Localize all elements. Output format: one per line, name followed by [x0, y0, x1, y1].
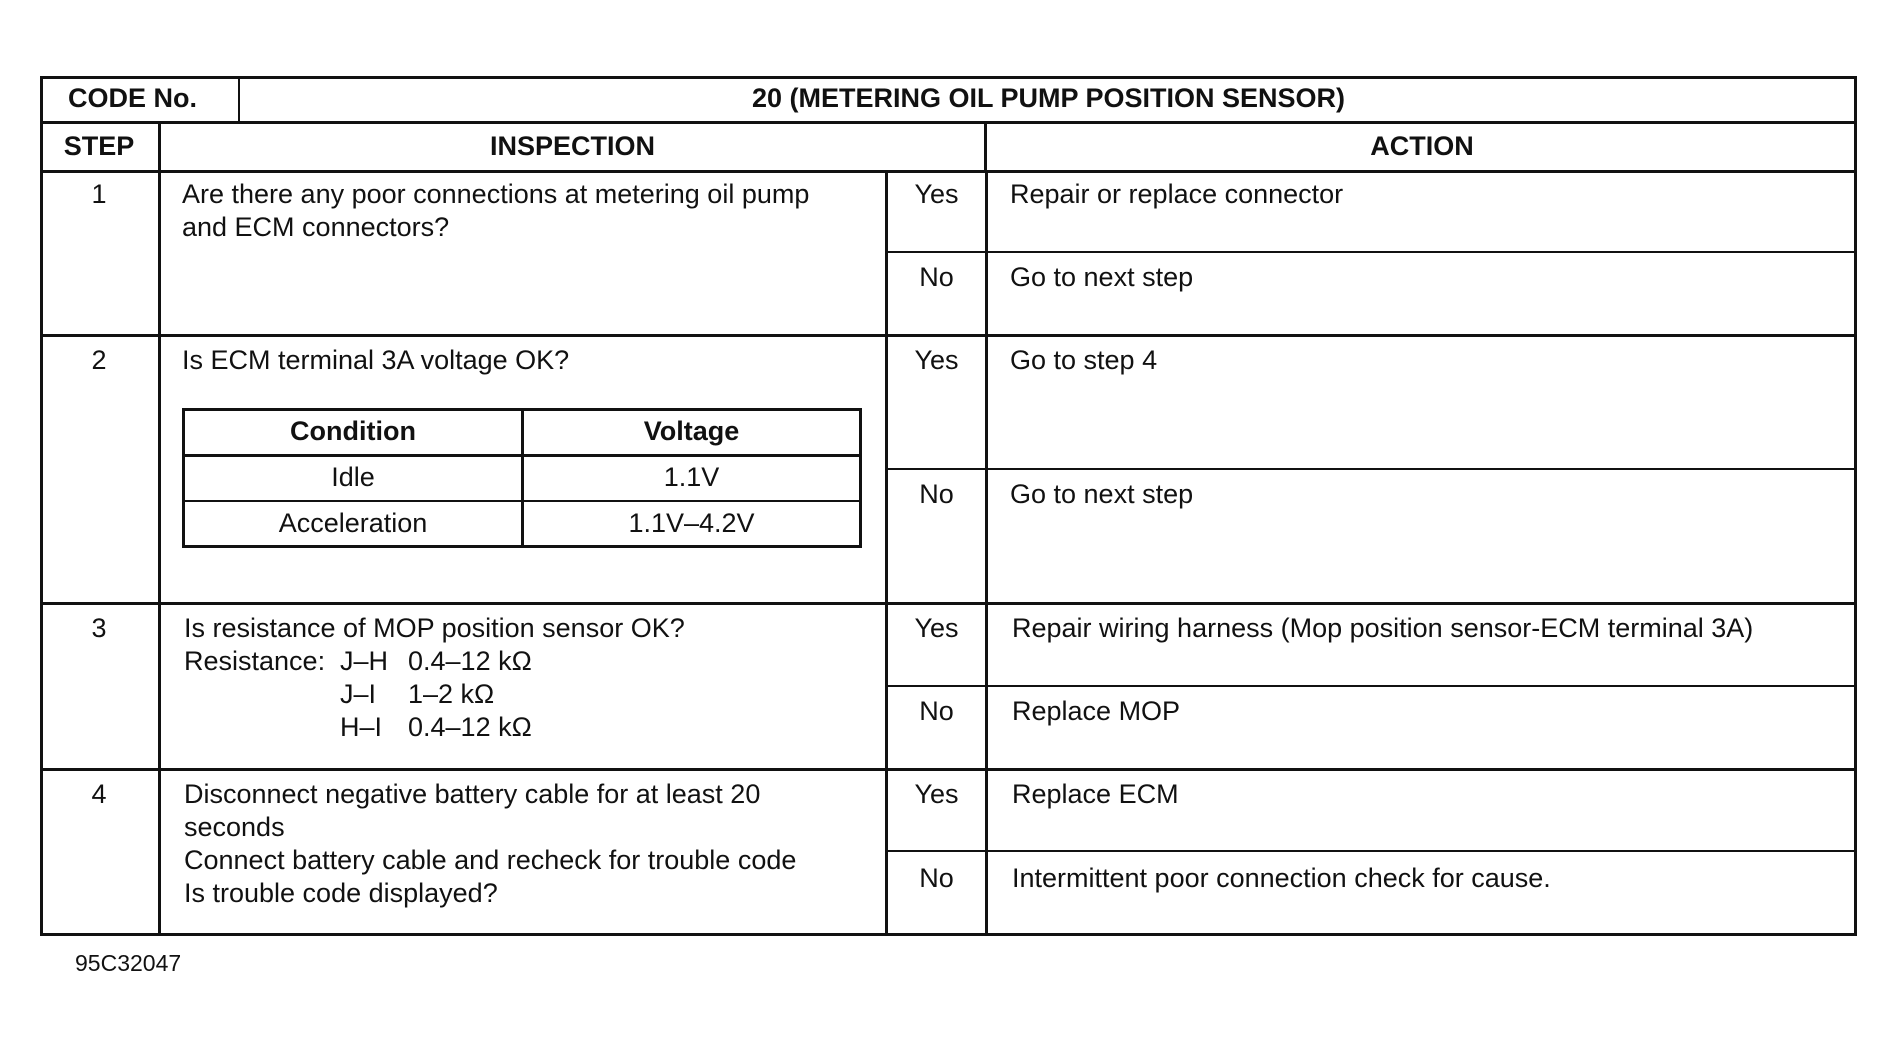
step2-yesno-divider [885, 468, 1857, 470]
step-number: 2 [91, 345, 107, 375]
yes-label: Yes [914, 613, 959, 643]
no-action: Go to next step [1010, 262, 1194, 292]
step-number: 3 [91, 613, 107, 643]
resistance-label: Resistance: [184, 646, 326, 676]
no-action: Replace MOP [1012, 696, 1181, 726]
no-label: No [919, 696, 954, 726]
action-header: ACTION [1370, 131, 1474, 161]
voltage-cell: 1.1V [663, 462, 720, 492]
condition-cell: Acceleration [278, 508, 428, 538]
resistance-value: 0.4–12 kΩ [408, 712, 532, 742]
voltage-cell: 1.1V–4.2V [628, 508, 755, 538]
yesno-col-right [985, 170, 988, 936]
step-header: STEP [63, 131, 135, 161]
step1-divider [40, 334, 1857, 337]
step4-yesno-divider [885, 850, 1857, 852]
resistance-pair: J–H [340, 646, 389, 676]
step-number: 4 [91, 779, 107, 809]
inspection-text: Disconnect negative battery cable for at least 20 seconds Connect battery cable and recheck for trouble code Is trouble code displayed? [184, 779, 797, 908]
header-divider-2 [40, 170, 1857, 173]
code-label: CODE No. [68, 83, 198, 113]
no-action: Intermittent poor connection check for cause. [1012, 863, 1551, 893]
no-label: No [919, 479, 954, 509]
condition-cell: Idle [331, 462, 375, 492]
no-label: No [919, 863, 954, 893]
yes-action: Repair or replace connector [1010, 179, 1344, 209]
step1-yesno-divider [885, 251, 1857, 253]
inspection-header: INSPECTION [489, 131, 656, 161]
resistance-value: 0.4–12 kΩ [408, 646, 532, 676]
step-col-divider [158, 121, 161, 936]
yes-label: Yes [914, 345, 959, 375]
no-label: No [919, 262, 954, 292]
yes-label: Yes [914, 179, 959, 209]
yes-action: Replace ECM [1012, 779, 1179, 809]
step2-divider [40, 602, 1857, 605]
inspection-text: Is ECM terminal 3A voltage OK? [182, 345, 570, 375]
yes-action: Repair wiring harness (Mop position sensor-ECM terminal 3A) [1012, 613, 1754, 643]
inspection-text: Are there any poor connections at metering oil pump and ECM connectors? [182, 179, 810, 242]
header-divider-1 [40, 121, 1857, 124]
code-title: 20 (METERING OIL PUMP POSITION SENSOR) [751, 83, 1346, 113]
voltage-header: Voltage [643, 416, 740, 446]
resistance-pair: J–I [340, 679, 377, 709]
no-action: Go to next step [1010, 479, 1194, 509]
resistance-pair: H–I [340, 712, 383, 742]
inspection-text: Is resistance of MOP position sensor OK? [184, 613, 685, 643]
condition-header: Condition [290, 416, 416, 446]
step-number: 1 [91, 179, 107, 209]
yes-label: Yes [914, 779, 959, 809]
resistance-value: 1–2 kΩ [408, 679, 495, 709]
step3-yesno-divider [885, 685, 1857, 687]
yes-action: Go to step 4 [1010, 345, 1158, 375]
step3-divider [40, 768, 1857, 771]
figure-id: 95C32047 [75, 950, 182, 976]
